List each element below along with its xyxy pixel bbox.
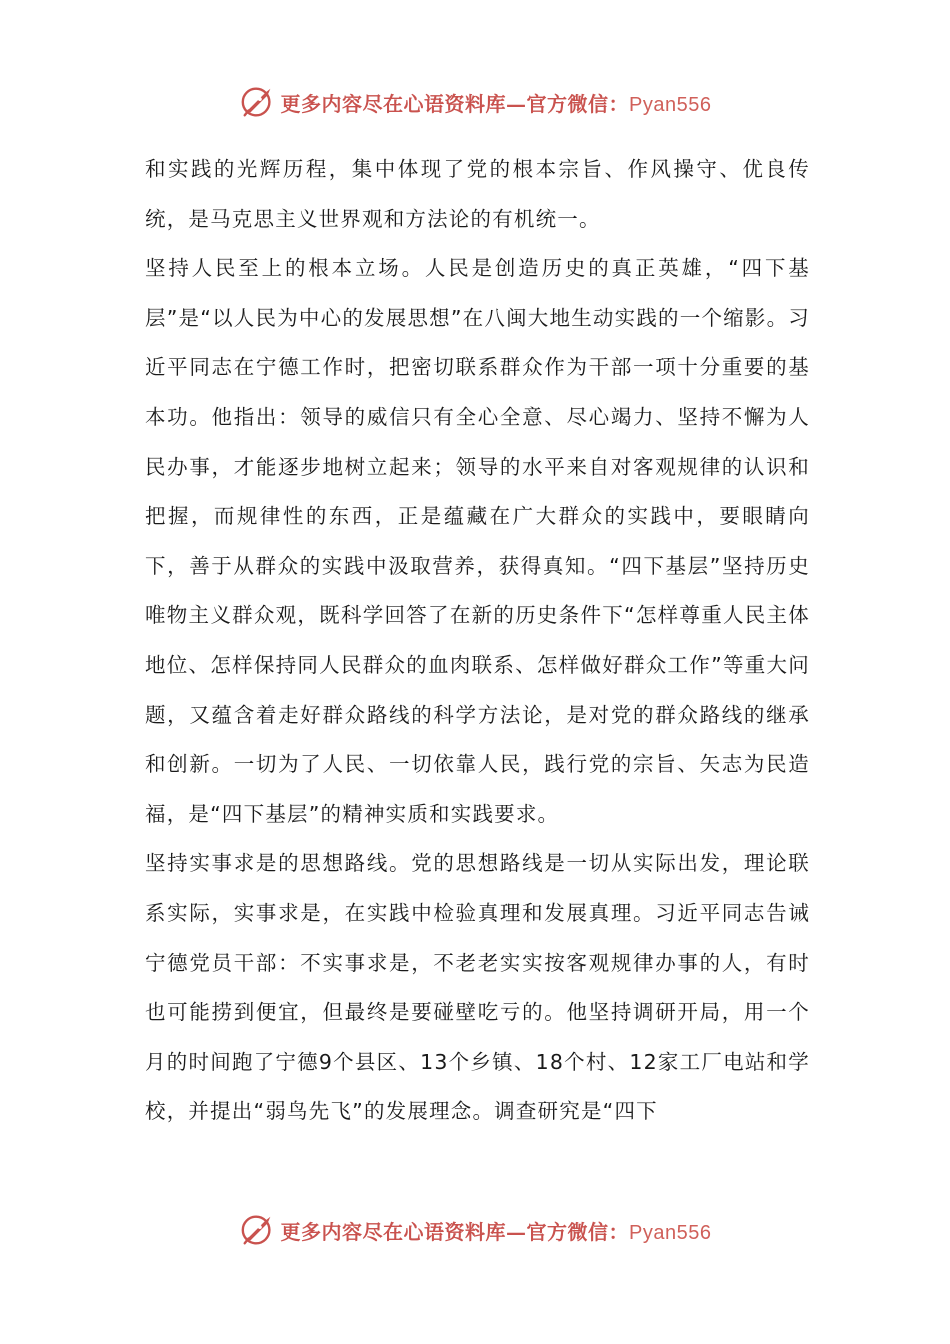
body-text — [145, 145, 810, 1137]
header-dash: — — [506, 91, 527, 116]
paragraph-1: 和实践的光辉历程，集中体现了党的根本宗旨、作风操守、优良传统，是马克思主义世界观和方法论的有机统一。 — [145, 157, 810, 231]
header-brand-text: 更多内容尽在心语资料库 — [280, 91, 507, 116]
header-contact-id: Pyan556 — [629, 93, 712, 116]
footer-watermark — [0, 1208, 950, 1252]
pen-logo-icon — [239, 83, 277, 121]
footer-contact-id: Pyan556 — [629, 1221, 712, 1244]
header-contact-label: 官方微信： — [526, 91, 630, 116]
paragraph-3: 坚持实事求是的思想路线。党的思想路线是一切从实际出发，理论联系实际，实事求是，在实践中检验真理和发展真理。习近平同志告诫宁德党员干部：不实事求是，不老老实实按客观规律办事的人，有时也可能捞到便宜，但最终是要碰壁吃亏的。他坚持调研开局，用一个月的时间跑了宁德9个县区、13个乡镇、18个村、12家工厂电站和学校，并提出“弱鸟先飞”的发展理念。调查研究是“四下 — [145, 851, 810, 1124]
footer-brand-text: 更多内容尽在心语资料库 — [280, 1219, 507, 1244]
header-watermark — [0, 80, 950, 124]
footer-contact-label: 官方微信： — [526, 1219, 630, 1244]
pen-logo-icon — [239, 1211, 277, 1249]
footer-dash: — — [506, 1219, 527, 1244]
paragraph-2: 坚持人民至上的根本立场。人民是创造历史的真正英雄，“四下基层”是“以人民为中心的发展思想”在八闽大地生动实践的一个缩影。习近平同志在宁德工作时，把密切联系群众作为干部一项十分重要的基本功。他指出：领导的威信只有全心全意、尽心竭力、坚持不懈为人民办事，才能逐步地树立起来；领导的水平来自对客观规律的认识和把握，而规律性的东西，正是蕴藏在广大群众的实践中，要眼睛向下，善于从群众的实践中汲取营养，获得真知。“四下基层”坚持历史唯物主义群众观，既科学回答了在新的历史条件下“怎样尊重人民主体地位、怎样保持同人民群众的血肉联系、怎样做好群众工作”等重大问题，又蕴含着走好群众路线的科学方法论，是对党的群众路线的继承和创新。一切为了人民、一切依靠人民，践行党的宗旨、矢志为民造福，是“四下基层”的精神实质和实践要求。 — [145, 256, 810, 826]
